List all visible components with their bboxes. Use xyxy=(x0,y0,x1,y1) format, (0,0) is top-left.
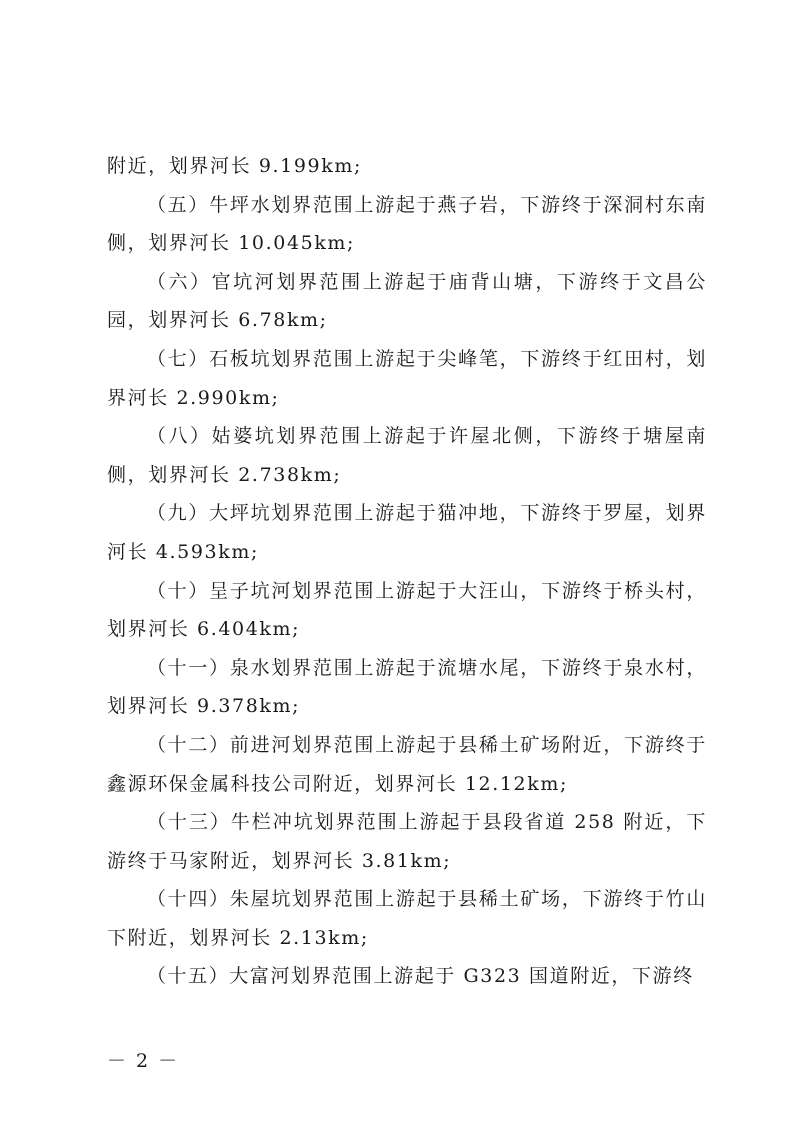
paragraph-item-10: （十）呈子坑河划界范围上游起于大汪山，下游终于桥头村，划界河长 6.404km; xyxy=(107,579,707,641)
paragraph-item-7: （七）石板坑划界范围上游起于尖峰笔，下游终于红田村，划界河长 2.990km; xyxy=(107,347,707,409)
page-number: － 2 － xyxy=(107,1050,180,1072)
paragraph-item-5: （五）牛坪水划界范围上游起于燕子岩，下游终于深洞村东南侧，划界河长 10.045km; xyxy=(107,193,707,255)
paragraph-item-12: （十二）前进河划界范围上游起于县稀土矿场附近，下游终于鑫源环保金属科技公司附近，划界河长 12.12km; xyxy=(107,733,707,795)
paragraph-item-11: （十一）泉水划界范围上游起于流塘水尾，下游终于泉水村，划界河长 9.378km; xyxy=(107,656,707,718)
paragraph-item-6: （六）官坑河划界范围上游起于庙背山塘，下游终于文昌公园，划界河长 6.78km; xyxy=(107,270,707,332)
paragraph-item-8: （八）姑婆坑划界范围上游起于许屋北侧，下游终于塘屋南侧，划界河长 2.738km; xyxy=(107,425,707,486)
paragraph-item-14: （十四）朱屋坑划界范围上游起于县稀土矿场，下游终于竹山下附近，划界河长 2.13km; xyxy=(107,888,707,949)
paragraph-item-13: （十三）牛栏冲坑划界范围上游起于县段省道 258 附近，下游终于马家附近，划界河长 3.81km; xyxy=(107,811,707,872)
paragraph-item-9: （九）大坪坑划界范围上游起于猫冲地，下游终于罗屋，划界河长 4.593km; xyxy=(107,502,707,563)
document-body xyxy=(107,147,707,996)
paragraph-item-15: （十五）大富河划界范围上游起于 G323 国道附近，下游终 xyxy=(146,965,694,988)
paragraph-continuation: 附近，划界河长 9.199km; xyxy=(107,155,362,177)
